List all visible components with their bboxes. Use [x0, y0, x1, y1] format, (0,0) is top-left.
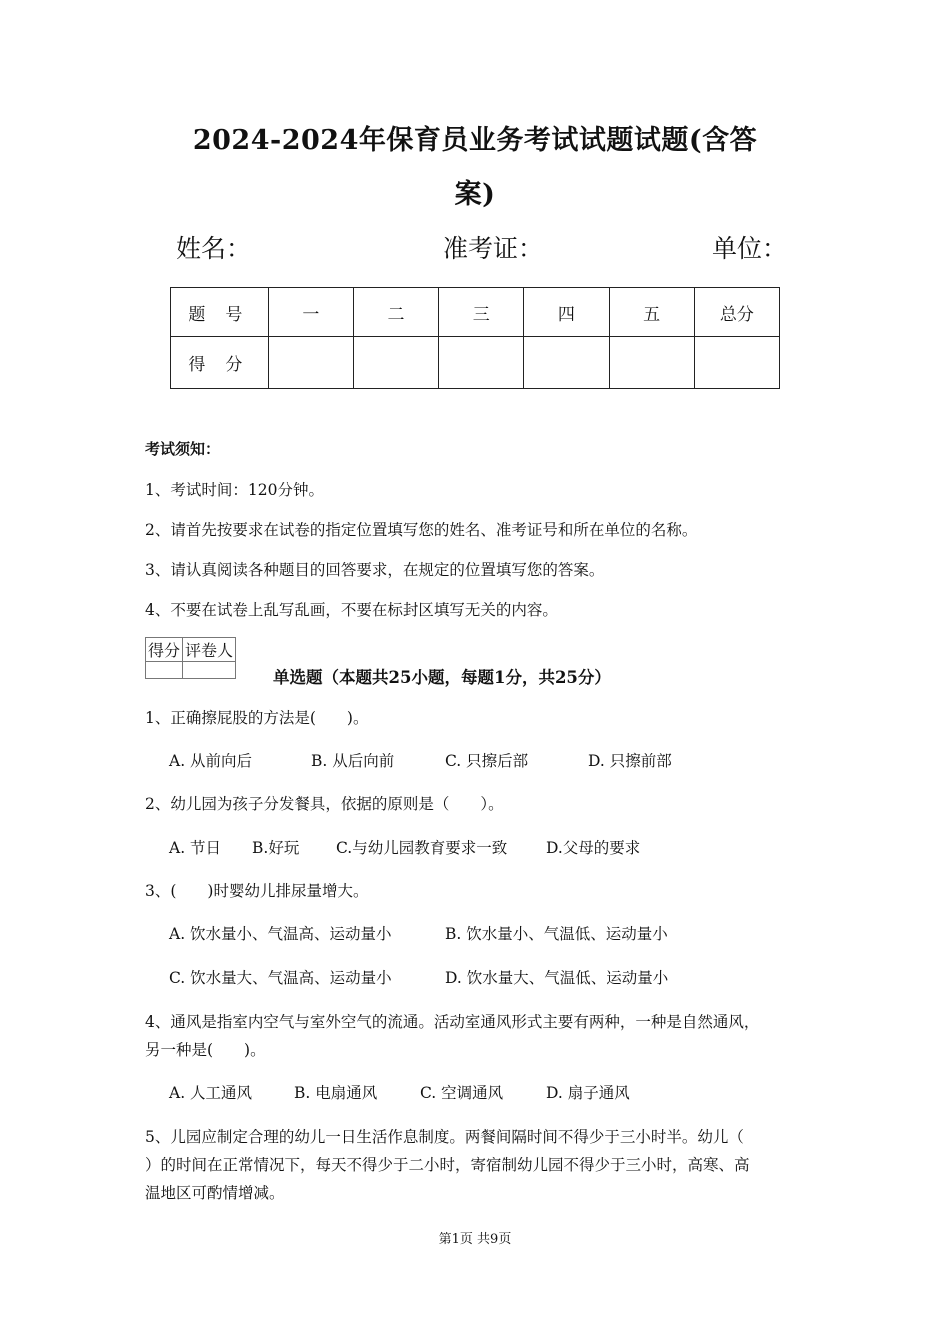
question-2-option-b[interactable]: B.好玩	[252, 839, 300, 857]
question-1-option-b[interactable]: B. 从后向前	[311, 752, 395, 770]
score-table	[170, 287, 780, 389]
column-1: 一	[268, 288, 353, 337]
score-cell-total[interactable]	[694, 337, 779, 389]
question-3-option-c[interactable]: C. 饮水量大、气温高、运动量小	[169, 969, 392, 987]
page-footer: 第1页 共9页	[438, 1232, 512, 1247]
section-title: 单选题（本题共25小题，每题1分，共25分）	[273, 668, 611, 687]
question-4-line1: 4、通风是指室内空气与室外空气的流通。活动室通风形式主要有两种，一种是自然通风，	[145, 1013, 760, 1031]
question-2-option-a[interactable]: A. 节日	[169, 839, 222, 857]
question-1: 1、正确擦屁股的方法是( )。	[145, 709, 369, 727]
grader-reviewer-cell[interactable]	[183, 662, 236, 679]
question-3-option-d[interactable]: D. 饮水量大、气温低、运动量小	[445, 969, 669, 987]
score-table-score-row	[171, 337, 780, 389]
note-item-3: 3、请认真阅读各种题目的回答要求，在规定的位置填写您的答案。	[145, 561, 605, 579]
grader-score-cell[interactable]	[146, 662, 183, 679]
question-5-line2: ）的时间在正常情况下，每天不得少于二小时，寄宿制幼儿园不得少于三小时，高寒、高	[145, 1156, 750, 1174]
score-cell-3[interactable]	[439, 337, 524, 389]
question-4-line2: 另一种是( )。	[145, 1041, 266, 1059]
question-4-option-b[interactable]: B. 电扇通风	[294, 1084, 378, 1102]
question-4-option-d[interactable]: D. 扇子通风	[546, 1084, 630, 1102]
question-4-option-a[interactable]: A. 人工通风	[169, 1084, 253, 1102]
column-2: 二	[353, 288, 438, 337]
column-total: 总分	[694, 288, 779, 337]
score-cell-2[interactable]	[353, 337, 438, 389]
document-title-line2: 案)	[454, 179, 496, 210]
unit-field-label: 单位：	[712, 234, 788, 263]
column-4: 四	[524, 288, 609, 337]
question-3-option-b[interactable]: B. 饮水量小、气温低、运动量小	[445, 925, 668, 943]
question-3-option-a[interactable]: A. 饮水量小、气温高、运动量小	[169, 925, 392, 943]
exam-id-field-label: 准考证：	[443, 234, 544, 263]
question-2-option-d[interactable]: D.父母的要求	[546, 839, 641, 857]
score-cell-4[interactable]	[524, 337, 609, 389]
document-title-line1: 2024-2024年保育员业务考试试题试题(含答	[192, 125, 758, 156]
question-3: 3、( )时婴幼儿排尿量增大。	[145, 882, 369, 900]
notes-title: 考试须知：	[145, 440, 221, 458]
question-number-label: 题号	[171, 288, 269, 337]
name-field-label: 姓名：	[176, 234, 252, 263]
score-label: 得分	[171, 337, 269, 389]
question-5-line1: 5、儿园应制定合理的幼儿一日生活作息制度。两餐间隔时间不得少于三小时半。幼儿（	[145, 1128, 744, 1146]
note-item-2: 2、请首先按要求在试卷的指定位置填写您的姓名、准考证号和所在单位的名称。	[145, 521, 698, 539]
question-4-option-c[interactable]: C. 空调通风	[420, 1084, 504, 1102]
note-item-1: 1、考试时间：120分钟。	[145, 481, 324, 499]
question-2-option-c[interactable]: C.与幼儿园教育要求一致	[336, 839, 508, 857]
question-1-option-d[interactable]: D. 只擦前部	[588, 752, 672, 770]
note-item-4: 4、不要在试卷上乱写乱画，不要在标封区填写无关的内容。	[145, 601, 558, 619]
score-cell-1[interactable]	[268, 337, 353, 389]
question-2: 2、幼儿园为孩子分发餐具，依据的原则是（ ）。	[145, 795, 504, 813]
question-1-option-a[interactable]: A. 从前向后	[169, 752, 253, 770]
question-1-option-c[interactable]: C. 只擦后部	[445, 752, 529, 770]
score-table-header-row	[171, 288, 780, 337]
grader-score-label: 得分	[146, 638, 183, 662]
grader-box	[145, 637, 236, 679]
column-3: 三	[439, 288, 524, 337]
question-5-line3: 温地区可酌情增减。	[145, 1184, 285, 1202]
score-cell-5[interactable]	[609, 337, 694, 389]
column-5: 五	[609, 288, 694, 337]
grader-reviewer-label: 评卷人	[183, 638, 236, 662]
